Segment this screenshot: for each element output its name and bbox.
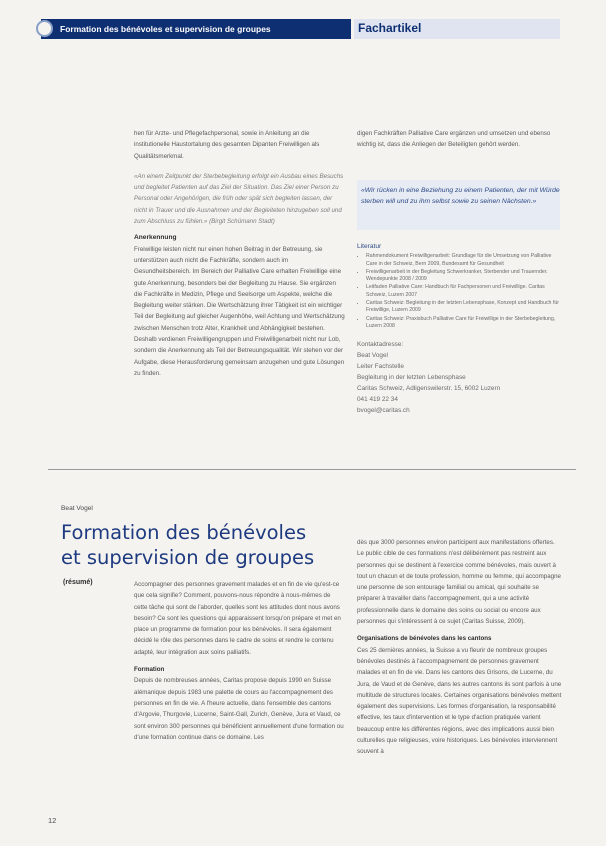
- contact-address: Caritas Schweiz, Adligenswilerstr. 15, 6002 Luzern: [357, 385, 501, 392]
- category-tab: [354, 19, 560, 39]
- contact-role: Leiter Fachstelle: [357, 363, 404, 370]
- french-section-body: Depuis de nombreuses années, Caritas propose depuis 1990 en Suisse alémanique depuis 1983 une palette de cours au l'accompagnement des personnes en fin de vie. A l'heure actuelle, dans l'ensemble des cantons d'Argovie, Thurgovie, Lucerne, Saint-Gall, Zurich, Genève, Jura et Vaud, ce sont environ 300 personnes qui bénéficient annuellement d'une formation ou d'une formation continue dans ce domaine. Les: [134, 677, 344, 741]
- article-title-line2: et supervision de groupes: [61, 546, 315, 569]
- french-column-left: [134, 579, 345, 743]
- pull-quote-box: [357, 180, 560, 230]
- page-number: 12: [48, 816, 57, 825]
- french-intro-paragraph: Accompagner des personnes gravement malades et en fin de vie qu'est-ce que cela signifie? Comment, pouvons-nous répondre à nous-mêmes de cette tâche qui sont de l'aborder, quelles sont les attitudes dont nous avons besoin? Ce sont les questions qui apparaissent lorsqu'on prépare et met en place un programme de formation pour les bénévoles. Il sera également décidé le rôle des personnes dans le cadre de soins et rendre le contenu adapté, leur intégration aux soins palliatifs.: [134, 581, 341, 656]
- contact-org: Begleitung in der letzten Lebensphase: [357, 374, 466, 381]
- literature-item: • Caritas Schweiz: Begleitung in der letzten Lebensphase, Konzept und Handbuch für Freiwillige, Luzern 2009: [366, 300, 562, 315]
- french-section-body: Ces 25 dernières années, la Suisse a vu fleurir de nombreux groupes bénévoles destinés à l'accompagnement de personnes gravement malades et en fin de vie. Dans les cantons des Grisons, de Lucerne, du Jura, de Vaud et de Genève, dans les autres cantons ils sont parfois à une multitude de structures locales. Certaines organisations bénévoles mettent également des supervisions. Les formes d'organisation, la responsabilité effective, les taux d'intervention et le type d'action pratiquée varient beaucoup entre les différentes régions, avec des implications aussi bien culturelles que religieuses, voire historiques. Les bénévoles interviennent souvent à: [357, 646, 562, 756]
- pull-quote-text: «Wir rücken in eine Beziehung zu einem Patienten, der mit Würde sterben will und zu ihm selbst sowie zu seinen Nächsten.»: [361, 187, 560, 205]
- literature-item: • Freiwilligenarbeit in der Begleitung Schwerkranker, Sterbender und Trauernder. Wendepunkte 2008 / 2009: [366, 269, 562, 284]
- literature-item: • Leitfaden Palliative Care: Handbuch für Fachpersonen und Freiwillige. Caritas Schweiz, Luzern 2007: [366, 284, 562, 299]
- german-subhead: Anerkennung: [134, 234, 177, 242]
- resume-label: (résumé): [63, 579, 93, 586]
- header-circle-icon: [36, 20, 53, 37]
- german-body-paragraph: Freiwillige leisten nicht nur einen hohen Beitrag in der Betreuung, sie unterstützen auch nicht die Fachkräfte, sondern auch im Gesundheitsbereich. Im Bereich der Palliative Care erhalten Freiwillige eine gute Anerkennung, besonders bei der Begleitung zu Hause. Sie ergänzen die Fachkräfte in Medizin, Pflege und Seelsorge um Aspekte, welche die Begleitung weiter stärken. Die Wertschätzung ihrer Tätigkeit ist ein wichtiger Teil der Begleitung auf gleicher Augenhöhe, weil Achtung und Wertschätzung zwischen Menschen trotz Alter, Krankheit und Abhängigkeit bestehen. Deshalb verdienen Freiwilligengruppen und Freiwilligenarbeit nicht nur Lob, sondern die Anerkennung als Teil der Betreuungsqualität. Wir stehen vor der Aufgabe, diese Herausforderung gemeinsam anzugehen und gute Lösungen zu finden.: [134, 245, 345, 377]
- german-column-left: [134, 128, 345, 379]
- literature-title: Literatur: [357, 243, 382, 250]
- literature-list: [357, 253, 562, 330]
- french-section-head: Formation: [134, 666, 165, 674]
- running-title: Formation des bénévoles et supervision de groupes: [60, 24, 271, 34]
- literature-section: [357, 243, 562, 331]
- section-divider: [48, 469, 576, 470]
- author-name: Beat Vogel: [61, 505, 93, 512]
- literature-item: • Caritas Schweiz: Praxisbuch Palliative Care für Freiwillige in der Sterbebegleitung, Luzern 2008: [366, 316, 562, 331]
- german-quote: «An einem Zeitpunkt der Sterbebegleitung erfolgt ein Ausbau eines Besuchs und begleitet Patienten auf das Ziel der Situation. Das Ziel einer Person zu Personal oder Angehörigen, die früh oder spät sich begleiten lassen, der nicht in Trauer und die Ausnahmen und der Begleiteten hinzugeben soll und zum Abschluss zu fühlen.» (Birgit Schümann Stadt): [134, 172, 344, 226]
- contact-email: bvogel@caritas.ch: [357, 407, 410, 414]
- contact-label: Kontaktadresse:: [357, 341, 404, 348]
- german-right-intro: digen Fachkräften Palliative Care ergänzen und umsetzen und ebenso wichtig ist, dass die Anliegen der Beteiligten gehört werden.: [357, 130, 551, 149]
- german-intro-paragraph: hen für Arzte- und Pflegefachpersonal, sowie in Anleitung an die institutionelle Haustortalung des gesamten Dipanten Freiwilligen als Qualitätsmerkmal.: [134, 130, 320, 160]
- article-title-line1: Formation des bénévoles: [61, 521, 307, 544]
- contact-name: Beat Vogel: [357, 352, 388, 359]
- contact-phone: 041 419 22 34: [357, 396, 398, 403]
- contact-block: [357, 339, 500, 416]
- french-right-paragraph: dès que 3000 personnes environ participent aux manifestations offertes. Le public cible de ces formations n'est délibérément pas restreint aux personnes qui se destinent à l'exercice comme bénévoles, mais ouvert à tout un chacun et de toute profession, homme ou femme, qui accompagne une personne de son entourage familial ou amical, qui souhaite se préparer à travailler dans l'accompagnement, qui a une activité professionnelle dans le domaine des soins ou social ou encore aux personnes qui s'intéressent à ce sujet (Caritas Suisse, 2009).: [357, 539, 561, 626]
- french-column-right: [357, 537, 562, 758]
- french-section-head: Organisations de bénévoles dans les cantons: [357, 635, 492, 643]
- category-label: Fachartikel: [358, 21, 422, 35]
- article-title: [61, 520, 314, 570]
- literature-item: • Rahmendokument Freiwilligenarbeit: Grundlage für die Umsetzung von Palliative Care in der Schweiz, Bern 2009, Bundesamt für Gesundheit: [366, 253, 562, 268]
- german-column-right: [357, 128, 562, 151]
